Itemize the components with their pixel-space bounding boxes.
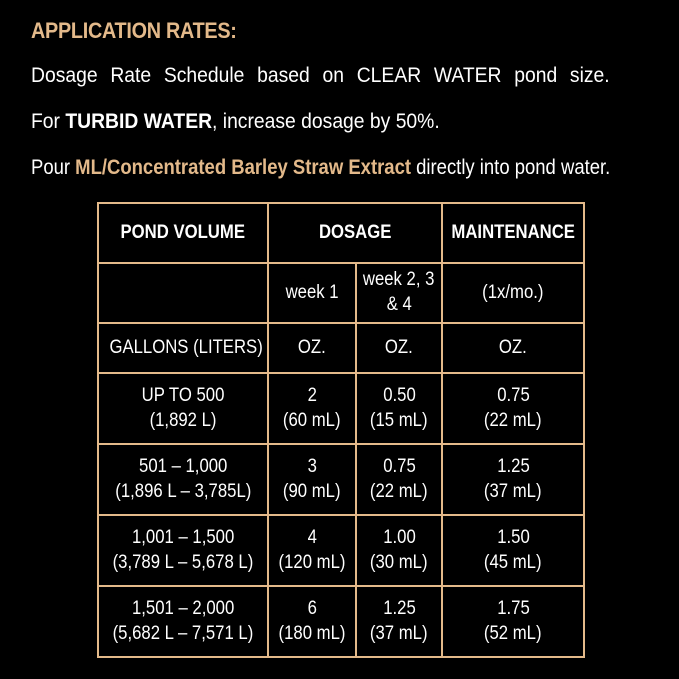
subheader-week1: week 1 xyxy=(268,263,356,323)
turbid-water-label: TURBID WATER xyxy=(65,110,213,133)
subheader-empty xyxy=(98,263,268,323)
cell-week1: 4 (120 mL) xyxy=(268,515,356,586)
turbid-suffix: , increase dosage by 50%. xyxy=(212,110,440,133)
subheader-week234: week 2, 3 & 4 xyxy=(356,263,442,323)
table-units-row xyxy=(98,323,584,373)
intro-line-schedule: Dosage Rate Schedule based on CLEAR WATER pond size. xyxy=(31,64,610,87)
table-row xyxy=(98,444,584,515)
cell-week234: 0.75 (22 mL) xyxy=(356,444,442,515)
pour-suffix: directly into pond water. xyxy=(410,156,611,179)
intro-line-pour xyxy=(31,156,610,180)
pour-prefix: Pour xyxy=(31,156,76,179)
table-row xyxy=(98,515,584,586)
table-subheader-row xyxy=(98,263,584,323)
turbid-prefix: For xyxy=(31,110,66,133)
page-heading: APPLICATION RATES: xyxy=(31,18,237,43)
cell-volume: 1,001 – 1,500 (3,789 L – 5,678 L) xyxy=(98,515,268,586)
table-row xyxy=(98,373,584,444)
cell-week1: 6 (180 mL) xyxy=(268,586,356,657)
units-maintenance: OZ. xyxy=(442,323,584,373)
header-dosage: DOSAGE xyxy=(268,203,442,263)
cell-volume: 1,501 – 2,000 (5,682 L – 7,571 L) xyxy=(98,586,268,657)
header-maintenance: MAINTENANCE xyxy=(442,203,584,263)
dosage-table xyxy=(97,202,585,658)
product-name: ML/Concentrated Barley Straw Extract xyxy=(75,156,411,179)
cell-week234: 1.00 (30 mL) xyxy=(356,515,442,586)
units-week1: OZ. xyxy=(268,323,356,373)
cell-volume: 501 – 1,000 (1,896 L – 3,785L) xyxy=(98,444,268,515)
cell-maintenance: 1.25 (37 mL) xyxy=(442,444,584,515)
table-header-row xyxy=(98,203,584,263)
table-row xyxy=(98,586,584,657)
cell-maintenance: 1.50 (45 mL) xyxy=(442,515,584,586)
cell-volume: UP TO 500 (1,892 L) xyxy=(98,373,268,444)
cell-maintenance: 0.75 (22 mL) xyxy=(442,373,584,444)
intro-line-turbid xyxy=(31,110,440,134)
cell-week1: 2 (60 mL) xyxy=(268,373,356,444)
cell-week1: 3 (90 mL) xyxy=(268,444,356,515)
subheader-maintenance-frequency: (1x/mo.) xyxy=(442,263,584,323)
units-volume: GALLONS (LITERS) xyxy=(98,323,268,373)
units-week234: OZ. xyxy=(356,323,442,373)
cell-week234: 1.25 (37 mL) xyxy=(356,586,442,657)
cell-week234: 0.50 (15 mL) xyxy=(356,373,442,444)
cell-maintenance: 1.75 (52 mL) xyxy=(442,586,584,657)
header-pond-volume: POND VOLUME xyxy=(98,203,268,263)
